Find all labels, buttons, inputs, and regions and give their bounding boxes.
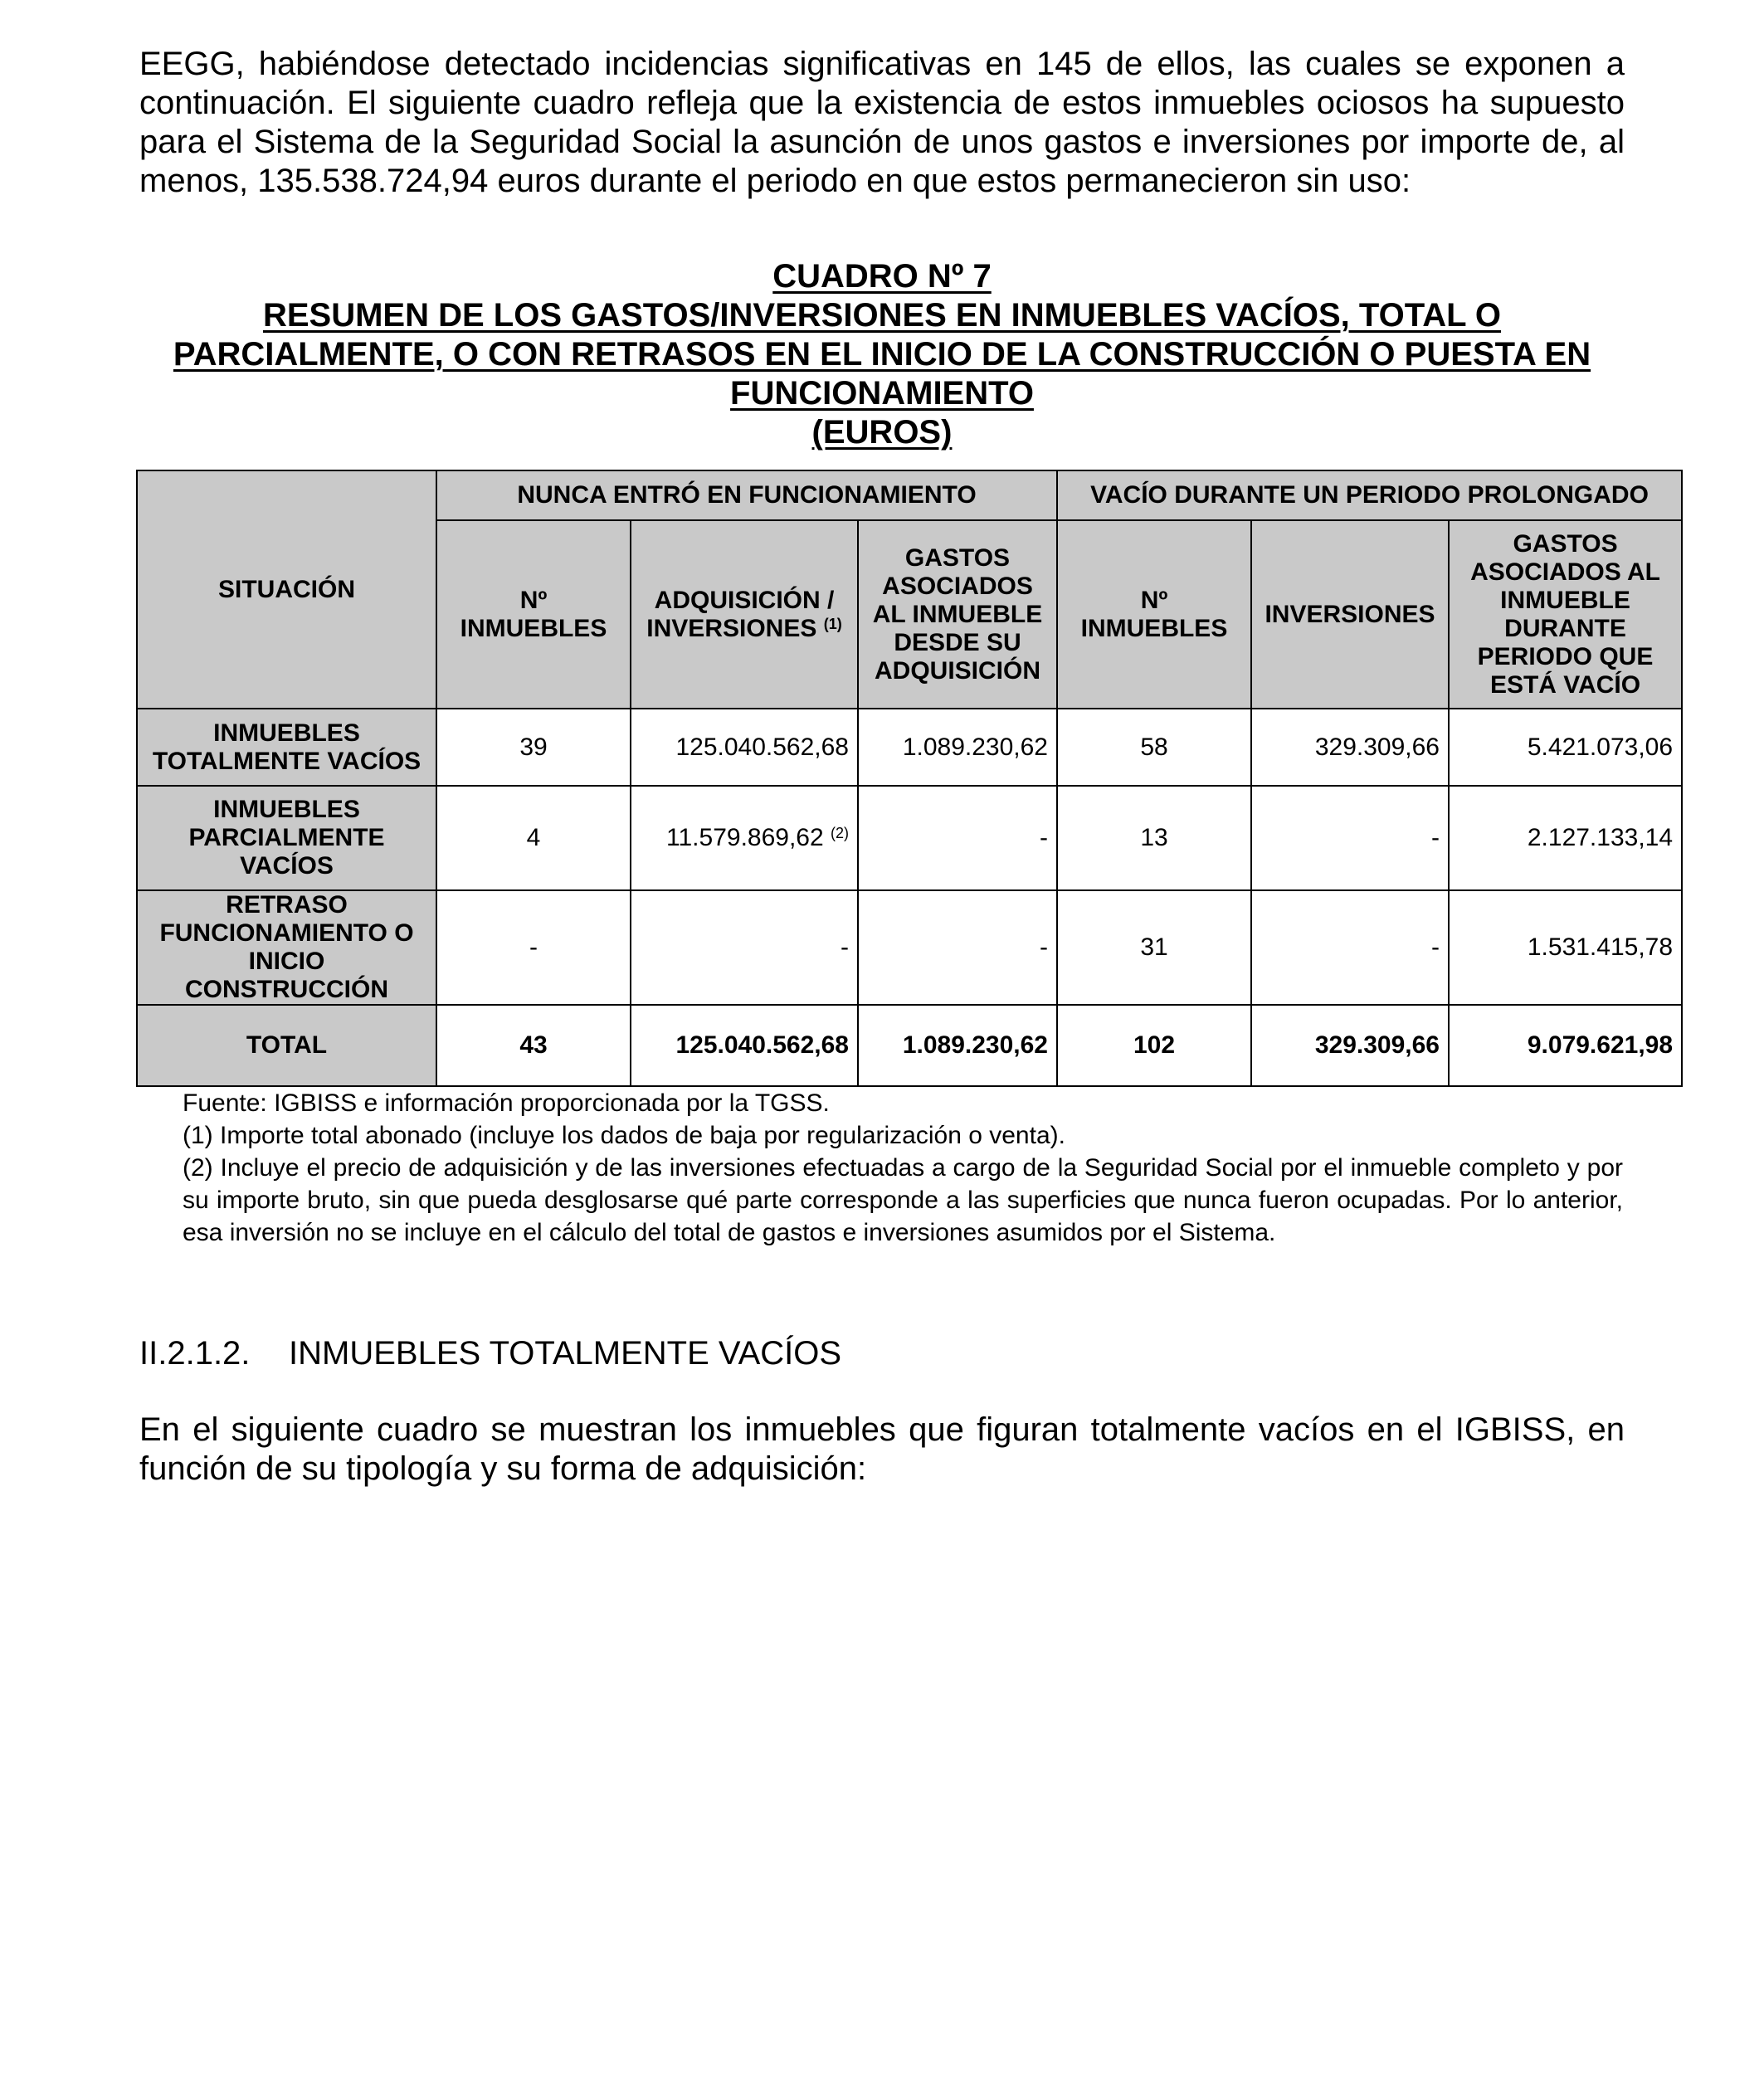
cell-inversiones-total: 329.309,66 (1251, 1005, 1449, 1086)
cell-n2: 31 (1057, 890, 1251, 1005)
row-label-total: TOTAL (137, 1005, 436, 1086)
caption-title-line-1: RESUMEN DE LOS GASTOS/INVERSIONES EN INMUEBLES VACÍOS, TOTAL O (262, 297, 1502, 334)
caption-number: CUADRO Nº 7 (772, 258, 992, 295)
intro-paragraph: EEGG, habiéndose detectado incidencias significativas en 145 de ellos, las cuales se exponen a continuación. El siguiente cuadro refleja que la existencia de estos inmuebles ociosos ha supuesto para el Sistema de la Seguridad Social la asunción de unos gastos e inversiones por importe de, al menos, 135.538.724,94 euros durante el periodo en que estos permanecieron sin uso: (139, 46, 1625, 199)
cell-adquisicion: 125.040.562,68 (631, 709, 858, 786)
table-caption (139, 257, 1625, 452)
table-notes (183, 1087, 1623, 1249)
header-inversiones: INVERSIONES (1251, 520, 1449, 709)
table-row (137, 709, 1682, 786)
section-heading (139, 1334, 841, 1373)
closing-paragraph: En el siguiente cuadro se muestran los inmuebles que figuran totalmente vacíos en el IGBISS, en función de su tipología y su forma de adquisición: (139, 1411, 1625, 1487)
header-n-inmuebles: Nº INMUEBLES (436, 520, 631, 709)
source-note: Fuente: IGBISS e información proporcionada por la TGSS. (183, 1089, 830, 1117)
caption-title-line-3: FUNCIONAMIENTO (730, 375, 1034, 412)
header-group-vacio: VACÍO DURANTE UN PERIODO PROLONGADO (1057, 470, 1682, 520)
row-label: INMUEBLES PARCIALMENTE VACÍOS (137, 786, 436, 890)
footnote-ref-1: (1) (823, 615, 842, 632)
cell-inversiones: - (1251, 786, 1449, 890)
footnote-ref-2: (2) (831, 825, 849, 841)
cell-gastos-2-total: 9.079.621,98 (1449, 1005, 1682, 1086)
table-row (137, 786, 1682, 890)
cell-gastos-1: - (858, 786, 1057, 890)
cell-gastos-2: 2.127.133,14 (1449, 786, 1682, 890)
header-group-nunca: NUNCA ENTRÓ EN FUNCIONAMIENTO (436, 470, 1057, 520)
cell-gastos-2: 5.421.073,06 (1449, 709, 1682, 786)
cell-adquisicion: - (631, 890, 858, 1005)
cell-gastos-1-total: 1.089.230,62 (858, 1005, 1057, 1086)
header-situacion: SITUACIÓN (137, 470, 436, 709)
cell-n2: 13 (1057, 786, 1251, 890)
section-title: INMUEBLES TOTALMENTE VACÍOS (289, 1335, 842, 1372)
header-adquisicion: ADQUISICIÓN / INVERSIONES $^{(1)}$ (631, 520, 858, 709)
cell-inversiones: 329.309,66 (1251, 709, 1449, 786)
caption-title-line-2: PARCIALMENTE, O CON RETRASOS EN EL INICIO DE LA CONSTRUCCIÓN O PUESTA EN (173, 336, 1591, 373)
cell-adquisicion-total: 125.040.562,68 (631, 1005, 858, 1086)
cell-n1: 39 (436, 709, 631, 786)
header-n-inmuebles-2: Nº INMUEBLES (1057, 520, 1251, 709)
caption-units: (EUROS) (811, 414, 953, 451)
cell-gastos-1: - (858, 890, 1057, 1005)
summary-table (136, 470, 1683, 1087)
cell-adquisicion: 11.579.869,62 $^{(2)}$ (631, 786, 858, 890)
cell-n2: 58 (1057, 709, 1251, 786)
section-number: II.2.1.2. (139, 1335, 251, 1372)
table-total-row (137, 1005, 1682, 1086)
header-gastos-adquisicion: GASTOS ASOCIADOS AL INMUEBLE DESDE SU ADQUISICIÓN (858, 520, 1057, 709)
cell-gastos-1: 1.089.230,62 (858, 709, 1057, 786)
header-gastos-vacio: GASTOS ASOCIADOS AL INMUEBLE DURANTE PERIODO QUE ESTÁ VACÍO (1449, 520, 1682, 709)
footnote-1: (1) Importe total abonado (incluye los dados de baja por regularización o venta). (183, 1122, 1065, 1149)
cell-inversiones: - (1251, 890, 1449, 1005)
cell-gastos-2: 1.531.415,78 (1449, 890, 1682, 1005)
row-label: INMUEBLES TOTALMENTE VACÍOS (137, 709, 436, 786)
cell-n1-total: 43 (436, 1005, 631, 1086)
cell-n2-total: 102 (1057, 1005, 1251, 1086)
footnote-2: (2) Incluye el precio de adquisición y de las inversiones efectuadas a cargo de la Seguridad Social por el inmueble completo y por su importe bruto, sin que pueda desglosarse qué parte corresponde a las superficies que nunca fueron ocupadas. Por lo anterior, esa inversión no se incluye en el cálculo del total de gastos e inversiones asumidos por el Sistema. (183, 1154, 1623, 1246)
row-label: RETRASO FUNCIONAMIENTO O INICIO CONSTRUCCIÓN (137, 890, 436, 1005)
cell-n1: - (436, 890, 631, 1005)
cell-n1: 4 (436, 786, 631, 890)
table-row (137, 890, 1682, 1005)
